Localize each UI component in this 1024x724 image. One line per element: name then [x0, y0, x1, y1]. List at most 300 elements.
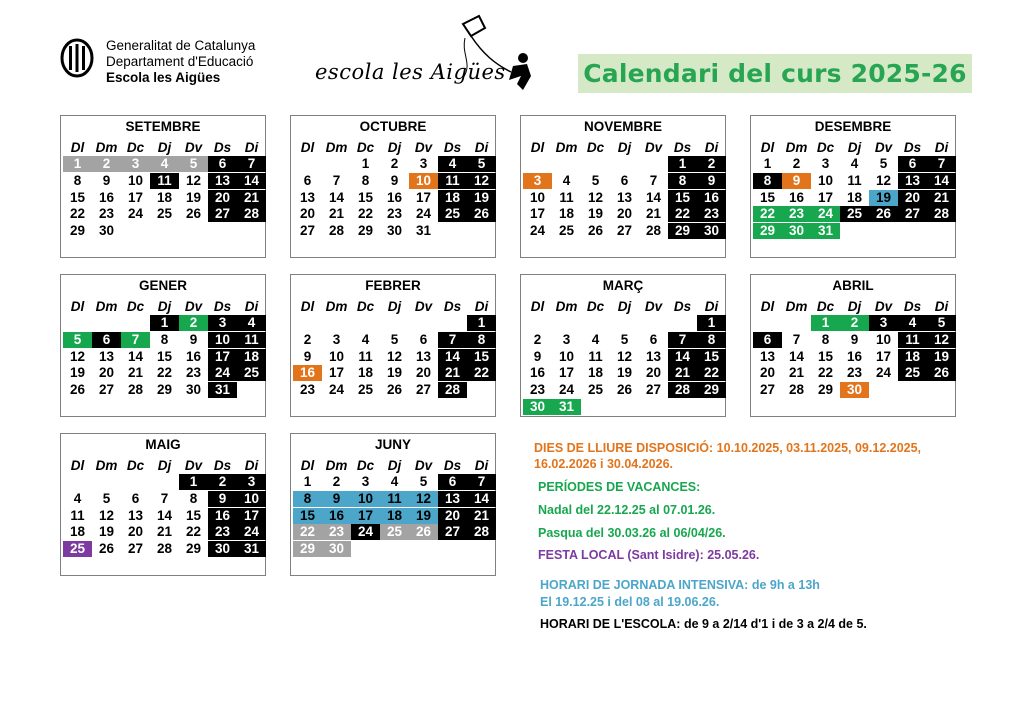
calendar-day: 26 — [409, 524, 438, 540]
calendar-day: 30 — [697, 223, 726, 239]
calendar-day: 15 — [69, 189, 86, 205]
calendar-day: 10 — [875, 331, 892, 347]
day-header: Dv — [414, 140, 433, 155]
calendar-day: 8 — [73, 172, 82, 188]
calendar-day: 26 — [869, 206, 898, 222]
calendar-day: 16 — [788, 189, 805, 205]
calendar-day: 24 — [208, 365, 237, 381]
calendar-day: 25 — [357, 382, 374, 398]
calendar-day: 28 — [927, 206, 956, 222]
calendar-day: 4 — [562, 172, 571, 188]
calendar-day: 22 — [69, 206, 86, 222]
day-header: Dv — [414, 458, 433, 473]
calendar-day: 26 — [587, 223, 604, 239]
calendar-day: 18 — [846, 189, 863, 205]
generalitat-logo-icon — [60, 38, 94, 78]
calendar-day: 5 — [927, 315, 956, 331]
day-header: Di — [244, 458, 259, 473]
calendar-day: 21 — [237, 190, 266, 206]
month-box — [520, 115, 726, 258]
day-header: Dj — [387, 299, 402, 314]
calendar-day: 6 — [620, 172, 629, 188]
calendar-day: 2 — [840, 315, 869, 331]
day-header: Dv — [644, 140, 663, 155]
calendar-day: 3 — [208, 315, 237, 331]
calendar-day: 8 — [361, 172, 370, 188]
calendar-day: 12 — [875, 172, 892, 188]
month-name: NOVEMBRE — [583, 119, 662, 134]
day-header: Dj — [617, 140, 632, 155]
calendar-day: 3 — [562, 331, 571, 347]
calendar-day: 1 — [467, 315, 496, 331]
day-header: Dm — [555, 299, 578, 314]
day-header: Ds — [903, 140, 922, 155]
calendar-day: 18 — [69, 524, 86, 540]
day-header: Ds — [213, 299, 232, 314]
calendar-day: 10 — [529, 189, 546, 205]
calendar-day: 18 — [898, 349, 927, 365]
calendar-day: 28 — [156, 541, 173, 557]
calendar-day: 29 — [156, 382, 173, 398]
calendar-day: 10 — [558, 348, 575, 364]
day-header: Dl — [530, 140, 545, 155]
calendar-day: 27 — [415, 382, 432, 398]
calendar-day: 11 — [358, 348, 373, 364]
calendar-day: 2 — [303, 331, 312, 347]
calendar-day: 6 — [419, 331, 428, 347]
calendar-day: 13 — [438, 491, 467, 507]
calendar-day: 9 — [189, 331, 198, 347]
calendar-day: 11 — [898, 332, 927, 348]
calendar-day: 19 — [927, 349, 956, 365]
day-header: Ds — [443, 299, 462, 314]
calendar-day: 7 — [438, 332, 467, 348]
calendar-day: 29 — [293, 541, 322, 557]
day-header: Dl — [70, 299, 85, 314]
calendar-day: 24 — [558, 382, 575, 398]
calendar-day: 25 — [898, 365, 927, 381]
day-header: Di — [244, 299, 259, 314]
calendar-day: 12 — [386, 348, 403, 364]
calendar-day: 18 — [156, 189, 173, 205]
day-header: Di — [934, 140, 949, 155]
calendar-day: 2 — [179, 315, 208, 331]
day-header: Dl — [760, 140, 775, 155]
calendar-day: 22 — [817, 365, 834, 381]
calendar-day: 4 — [591, 331, 600, 347]
day-header: Dj — [847, 140, 862, 155]
calendar-day: 21 — [467, 508, 496, 524]
calendar-day: 22 — [156, 365, 173, 381]
calendar-day: 7 — [668, 332, 697, 348]
calendar-day: 17 — [351, 508, 380, 524]
calendar-day: 10 — [351, 491, 380, 507]
calendar-day: 22 — [293, 524, 322, 540]
calendar-day: 2 — [792, 156, 801, 171]
calendar-day: 5 — [467, 156, 496, 172]
calendar-day: 9 — [697, 173, 726, 189]
month-name: GENER — [138, 278, 187, 293]
calendar-day: 12 — [409, 491, 438, 507]
calendar-day: 3 — [361, 474, 370, 489]
calendar-day: 8 — [293, 491, 322, 507]
calendar-day: 17 — [415, 189, 432, 205]
calendar-day: 17 — [127, 189, 144, 205]
calendar-day: 6 — [898, 156, 927, 172]
calendar-day: 20 — [299, 206, 316, 222]
calendar-day: 1 — [697, 315, 726, 331]
calendar-day: 27 — [208, 206, 237, 222]
day-header: Dj — [157, 140, 172, 155]
calendar-day: 12 — [98, 507, 115, 523]
month-box — [60, 274, 266, 417]
day-header: Dm — [95, 140, 118, 155]
calendar-day: 22 — [753, 206, 782, 222]
calendar-day: 25 — [438, 206, 467, 222]
calendar-day: 9 — [303, 348, 312, 364]
calendar-day: 24 — [875, 365, 892, 381]
calendar-day: 20 — [438, 508, 467, 524]
calendar-day: 12 — [587, 189, 604, 205]
calendar-day: 8 — [189, 490, 198, 506]
calendar-day: 15 — [185, 507, 202, 523]
calendar-day: 14 — [328, 189, 345, 205]
day-header: Dc — [586, 299, 605, 314]
calendar-day: 8 — [753, 173, 782, 189]
calendar-day: 23 — [299, 382, 316, 398]
calendar-day: 21 — [438, 365, 467, 381]
day-header: Dl — [300, 140, 315, 155]
calendar-title-box — [578, 54, 972, 93]
calendar-day: 14 — [645, 189, 662, 205]
calendar-day: 25 — [558, 223, 575, 239]
calendar-day: 30 — [386, 223, 403, 239]
calendar-day: 4 — [850, 156, 859, 171]
calendar-day: 2 — [533, 331, 542, 347]
calendar-day: 7 — [927, 156, 956, 172]
calendar-day: 12 — [69, 348, 86, 364]
calendar-day: 5 — [179, 156, 208, 172]
month-box — [290, 433, 496, 576]
calendar-day: 16 — [846, 348, 863, 364]
calendar-day: 3 — [523, 173, 552, 189]
month-box — [290, 115, 496, 258]
calendar-day: 8 — [668, 173, 697, 189]
day-header: Dc — [356, 299, 375, 314]
day-header: Dl — [530, 299, 545, 314]
calendar-day: 30 — [208, 541, 237, 557]
calendar-day: 24 — [811, 206, 840, 222]
calendar-day: 15 — [817, 348, 834, 364]
calendar-day: 1 — [763, 156, 772, 171]
calendar-day: 15 — [697, 349, 726, 365]
calendar-day: 7 — [237, 156, 266, 172]
day-header: Dc — [356, 458, 375, 473]
calendar-day: 15 — [467, 349, 496, 365]
calendar-day: 19 — [869, 190, 898, 206]
calendar-day: 6 — [649, 331, 658, 347]
month-box — [520, 274, 726, 417]
calendar-day: 1 — [361, 156, 370, 171]
day-header: Ds — [213, 458, 232, 473]
calendar-day: 20 — [208, 190, 237, 206]
day-header: Di — [474, 140, 489, 155]
calendar-day: 3 — [121, 156, 150, 172]
calendar-day: 31 — [208, 382, 237, 398]
day-header: Dm — [785, 140, 808, 155]
calendar-day: 26 — [467, 206, 496, 222]
calendar-day: 23 — [185, 365, 202, 381]
calendar-day: 17 — [558, 365, 575, 381]
calendar-day: 21 — [328, 206, 345, 222]
day-header: Dj — [847, 299, 862, 314]
calendar-day: 2 — [697, 156, 726, 172]
calendar-day: 6 — [438, 474, 467, 490]
calendar-day: 13 — [299, 189, 316, 205]
calendar-day: 11 — [70, 507, 85, 523]
calendar-day: 23 — [846, 365, 863, 381]
month-box — [750, 274, 956, 417]
calendar-day: 13 — [759, 348, 776, 364]
day-header: Dm — [95, 299, 118, 314]
calendar-day: 25 — [587, 382, 604, 398]
calendar-day: 7 — [649, 172, 658, 188]
calendar-day: 27 — [438, 524, 467, 540]
calendar-day: 22 — [185, 524, 202, 540]
calendar-day: 26 — [98, 541, 115, 557]
calendar-day: 13 — [127, 507, 144, 523]
calendar-day: 12 — [927, 332, 956, 348]
calendar-day: 1 — [63, 156, 92, 172]
calendar-day: 28 — [668, 382, 697, 398]
calendar-day: 24 — [127, 206, 144, 222]
day-header: Dc — [816, 299, 835, 314]
calendar-day: 21 — [927, 190, 956, 206]
month-name: FEBRER — [365, 278, 421, 293]
day-header-row — [523, 140, 726, 155]
calendar-day: 19 — [98, 524, 115, 540]
calendar-day: 4 — [898, 315, 927, 331]
intensive-schedule-line-2: El 19.12.25 i del 08 al 19.06.26. — [540, 595, 720, 609]
calendar-day: 22 — [697, 365, 726, 381]
calendar-day: 21 — [127, 365, 144, 381]
calendar-day: 4 — [73, 490, 82, 506]
calendar-day: 17 — [875, 348, 892, 364]
easter-vacation: Pasqua del 30.03.26 al 06/04/26. — [538, 526, 726, 540]
calendar-day: 8 — [467, 332, 496, 348]
calendar-day: 5 — [63, 332, 92, 348]
calendar-day: 20 — [415, 365, 432, 381]
day-header: Dv — [874, 299, 893, 314]
day-header: Dj — [387, 140, 402, 155]
local-holiday: FESTA LOCAL (Sant Isidre): 25.05.26. — [538, 548, 760, 562]
calendar-day: 31 — [811, 223, 840, 239]
day-header: Dl — [300, 458, 315, 473]
calendar-day: 19 — [616, 365, 633, 381]
calendar-day: 4 — [438, 156, 467, 172]
calendar-day: 14 — [668, 349, 697, 365]
calendar-day: 12 — [185, 172, 202, 188]
calendar-day: 25 — [380, 524, 409, 540]
calendar-day: 5 — [102, 490, 111, 506]
calendar-day: 8 — [697, 332, 726, 348]
calendar-day: 9 — [322, 491, 351, 507]
day-header-row — [63, 140, 266, 155]
calendar-day: 15 — [759, 189, 776, 205]
calendar-day: 19 — [185, 189, 202, 205]
month-name: MAIG — [145, 437, 181, 452]
calendar-day: 27 — [759, 382, 776, 398]
calendar-day: 9 — [208, 491, 237, 507]
day-header: Di — [934, 299, 949, 314]
calendar-day: 19 — [587, 206, 604, 222]
calendar-day: 11 — [847, 172, 862, 188]
calendar-day: 18 — [438, 190, 467, 206]
calendar-day: 13 — [98, 348, 115, 364]
day-header: Dv — [184, 140, 203, 155]
calendar-day: 30 — [322, 541, 351, 557]
month-name: JUNY — [374, 437, 411, 452]
calendar-day: 18 — [357, 365, 374, 381]
day-header: Ds — [673, 140, 692, 155]
day-header: Dv — [644, 299, 663, 314]
calendar-day: 16 — [697, 190, 726, 206]
vacation-title: PERÍODES DE VACANCES: — [538, 480, 701, 494]
calendar-day: 14 — [156, 507, 173, 523]
calendar-day: 24 — [415, 206, 432, 222]
calendar-day: 23 — [98, 206, 115, 222]
calendar-day: 29 — [185, 541, 202, 557]
calendar-day: 1 — [179, 474, 208, 490]
calendar-day: 16 — [208, 508, 237, 524]
day-header-row — [63, 299, 266, 314]
day-header: Dj — [387, 458, 402, 473]
day-header: Di — [474, 299, 489, 314]
calendar-day: 15 — [156, 348, 173, 364]
calendar-day: 30 — [782, 223, 811, 239]
calendar-day: 18 — [587, 365, 604, 381]
school-schedule: HORARI DE L'ESCOLA: de 9 a 2/14 d'1 i de 3 a 2/4 de 5. — [540, 617, 867, 631]
calendar-day: 13 — [208, 173, 237, 189]
day-header: Dc — [816, 140, 835, 155]
month-name: ABRIL — [832, 278, 874, 293]
day-header: Dc — [126, 299, 145, 314]
day-header-row — [293, 299, 496, 314]
calendar-day: 23 — [782, 206, 811, 222]
month-name: MARÇ — [602, 278, 644, 293]
calendar-day: 8 — [160, 331, 169, 347]
intensive-schedule-line-1: HORARI DE JORNADA INTENSIVA: de 9h a 13h — [540, 578, 820, 592]
christmas-vacation: Nadal del 22.12.25 al 07.01.26. — [538, 503, 716, 517]
calendar-day: 6 — [208, 156, 237, 172]
calendar-day: 31 — [552, 399, 581, 415]
calendar-day: 16 — [293, 365, 322, 381]
month-box — [60, 115, 266, 258]
day-header: Di — [704, 299, 719, 314]
free-days-line-1: DIES DE LLIURE DISPOSICIÓ: 10.10.2025, 03.11.2025, 09.12.2025, — [534, 441, 922, 455]
day-header: Dl — [760, 299, 775, 314]
calendar-day: 7 — [121, 332, 150, 348]
day-header-row — [523, 299, 726, 314]
calendar-day: 10 — [817, 172, 834, 188]
calendar-day: 29 — [69, 223, 86, 239]
calendar-day: 6 — [131, 490, 140, 506]
calendar-day: 3 — [332, 331, 341, 347]
calendar-day: 9 — [390, 172, 399, 188]
calendar-day: 20 — [616, 206, 633, 222]
day-header: Dj — [157, 458, 172, 473]
calendar-day: 25 — [63, 541, 92, 557]
day-header: Dm — [325, 140, 348, 155]
calendar-day: 26 — [616, 382, 633, 398]
calendar-day: 14 — [788, 348, 805, 364]
day-header: Dv — [874, 140, 893, 155]
calendar-day: 3 — [869, 315, 898, 331]
calendar-day: 29 — [357, 223, 374, 239]
calendar-day: 22 — [668, 206, 697, 222]
calendar-day: 2 — [208, 474, 237, 490]
calendar-day: 14 — [237, 173, 266, 189]
calendar-day: 8 — [821, 331, 830, 347]
calendar-day: 30 — [185, 382, 202, 398]
calendar-day: 18 — [237, 349, 266, 365]
calendar-day: 22 — [357, 206, 374, 222]
month-name: SETEMBRE — [125, 119, 201, 134]
day-header-row — [753, 140, 956, 155]
month-name: OCTUBRE — [359, 119, 427, 134]
school-name: Escola les Aigües — [106, 70, 221, 85]
calendar-day: 13 — [898, 173, 927, 189]
day-header: Dl — [70, 140, 85, 155]
calendar-day: 23 — [529, 382, 546, 398]
calendar-day: 10 — [237, 491, 266, 507]
calendar-day: 9 — [533, 348, 542, 364]
day-header: Dm — [785, 299, 808, 314]
calendar-day: 29 — [697, 382, 726, 398]
day-header: Ds — [903, 299, 922, 314]
calendar-day: 24 — [328, 382, 345, 398]
calendar-day: 5 — [620, 331, 629, 347]
calendar-day: 10 — [127, 172, 144, 188]
calendar-day: 12 — [467, 173, 496, 189]
calendar-day: 4 — [237, 315, 266, 331]
calendar-day: 1 — [150, 315, 179, 331]
calendar-day: 11 — [150, 173, 179, 189]
calendar-day: 11 — [438, 173, 467, 189]
calendar-day: 31 — [237, 541, 266, 557]
calendar-day: 5 — [419, 474, 428, 489]
calendar-day: 2 — [92, 156, 121, 172]
day-header: Ds — [673, 299, 692, 314]
calendar-day: 18 — [558, 206, 575, 222]
calendar-day: 19 — [386, 365, 403, 381]
day-header: Dv — [184, 299, 203, 314]
day-header: Ds — [443, 458, 462, 473]
day-header: Di — [704, 140, 719, 155]
calendar-day: 26 — [386, 382, 403, 398]
calendar-day: 28 — [467, 524, 496, 540]
calendar-day: 28 — [127, 382, 144, 398]
calendar-day: 23 — [322, 524, 351, 540]
calendar-day: 10 — [208, 332, 237, 348]
calendar-day: 15 — [293, 508, 322, 524]
day-header: Dm — [325, 458, 348, 473]
calendar-day: 5 — [390, 331, 399, 347]
calendar-day: 9 — [102, 172, 111, 188]
day-header: Dc — [356, 140, 375, 155]
day-header-row — [63, 458, 266, 473]
day-header-row — [293, 140, 496, 155]
